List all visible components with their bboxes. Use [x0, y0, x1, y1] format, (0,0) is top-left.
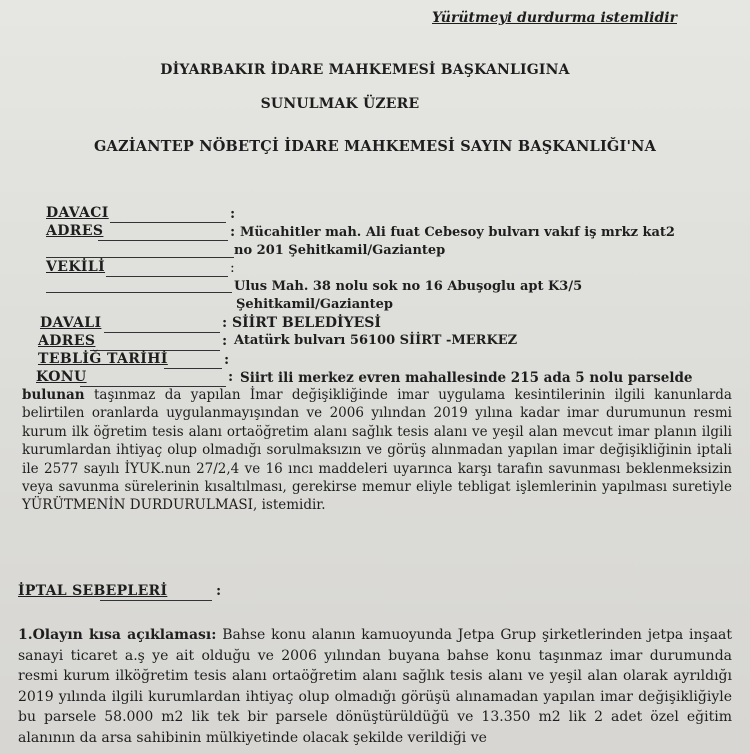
konu-paragraph — [22, 386, 732, 515]
teblig-colon: : — [224, 352, 230, 368]
teblig-underline — [164, 368, 222, 369]
adres-underline — [98, 240, 228, 241]
adres-line-2: no 201 Şehitkamil/Gaziantep — [234, 243, 446, 258]
konu-colon: : — [228, 369, 234, 385]
section-colon: : — [216, 583, 222, 599]
court-heading-gaziantep: GAZİANTEP NÖBETÇİ İDARE MAHKEMESİ SAYIN BAŞKANLIĞI'NA — [93, 138, 657, 155]
davali-label: DAVALI — [40, 315, 102, 331]
davali-underline — [104, 332, 220, 333]
adres2-colon: : — [222, 333, 228, 349]
adres-line-1: Mücahitler mah. Ali fuat Cebesoy bulvarı vakıf iş mrkz kat2 — [240, 225, 675, 240]
davaci-underline — [110, 222, 226, 223]
vekil-line-2: Şehitkamil/Gaziantep — [236, 297, 393, 312]
vekil-blank-line — [46, 292, 232, 293]
paragraph1-text: Bahse konu alanın kamuoyunda Jetpa Grup şirketlerinden jetpa inşaat sanayi ticaret a.ş ye ait olduğu ve 2006 yılından buyana bahse konu taşınmaz imar durumunda resmi kurum ilköğretim tesis alanı ortaöğretim alanı sağlık tesis alanı ve yeşil alan olarak ayrıldığı 2019 yılında ilgili kurumlardan ihtiyaç olup olmadığı görüşü alınamadan yapılan imar değişikliğiyle bu parsele 58.000 m2 lik tek bir parsele dönüştürüldüğü ve 13.350 m2 lik 2 adet özel eğitim alanının da arsa sahibinin mülkiyetinde olacak şekilde verildiği ve — [18, 627, 733, 746]
konu-bold-start: bulunan — [22, 387, 85, 403]
paragraph1-heading: 1.Olayın kısa açıklaması: — [18, 627, 217, 643]
adres2-label: ADRES — [38, 333, 96, 349]
court-heading-submit: SUNULMAK ÜZERE — [260, 96, 420, 112]
davali-value: SİİRT BELEDİYESİ — [232, 315, 381, 331]
section-title-iptal-sebepleri: İPTAL SEBEPLERİ — [18, 583, 168, 599]
teblig-tarihi-label: TEBLİĞ TARİHİ — [38, 351, 168, 367]
konu-text: taşınmaz da yapılan İmar değişikliğinde imar uygulama kesintilerinin ilgili kanunlarda belirtilen oranlarda uygulanmayışından ve 2006 yılından 2019 yılına kadar imar durumunun resmi kurum ilk öğretim tesis alanı ortaöğretim alanı sağlık tesis alanı ve yeşil alan mevcut imar planın ilgili kurumlardan ihtiyaç olup olmadığı sorulmaksızın ve görüş alınmadan yapılan imar değişikliğinin iptali ile 2577 sayılı İYUK.nun 27/2,4 ve 16 ıncı maddeleri uyarınca karşı tarafın savunması beklenmeksizin veya savunma sürelerinin kısaltılması, gerekirse memur eliyle tebligat işlemlerinin yapılması suretiyle YÜRÜTMENİN DURDURULMASI, istemidir. — [22, 387, 732, 514]
davali-colon: : — [222, 315, 228, 331]
section-underline — [100, 600, 212, 601]
adres-label: ADRES — [46, 223, 104, 239]
vekili-label: VEKİLİ — [46, 259, 106, 275]
injunction-note: Yürütmeyi durdurma istemlidir — [432, 10, 677, 26]
konu-lead: Siirt ili merkez evren mahallesinde 215 ada 5 nolu parselde — [240, 370, 693, 386]
davaci-label: DAVACI — [46, 205, 109, 221]
vekil-line-1: Ulus Mah. 38 nolu sok no 16 Abuşoglu apt K3/5 — [234, 279, 583, 294]
davaci-colon: : — [230, 206, 236, 222]
court-heading-diyarbakir: DİYARBAKIR İDARE MAHKEMESİ BAŞKANLIGINA — [160, 62, 570, 78]
adres-colon: : — [230, 224, 236, 240]
vekili-colon: : — [230, 260, 235, 276]
paragraph-olay-aciklamasi — [18, 625, 732, 749]
konu-label: KONU — [36, 369, 87, 385]
adres-blank-line — [46, 257, 234, 258]
adres2-value: Atatürk bulvarı 56100 SİİRT -MERKEZ — [234, 333, 518, 348]
vekili-underline — [106, 276, 228, 277]
